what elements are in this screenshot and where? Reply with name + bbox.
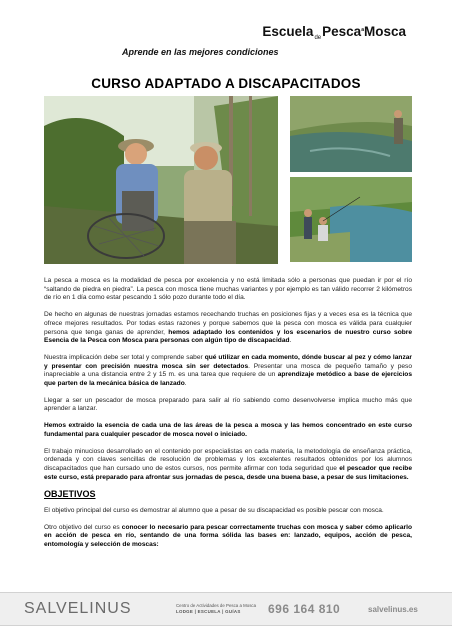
footer-brand: SALVELINUS [24,600,132,617]
tagline: Aprende en las mejores condiciones [122,47,279,57]
text-segment: . [184,380,187,388]
footer-description [176,603,256,615]
paragraph [44,354,412,389]
photo-river-angler [290,96,412,172]
footer-website-link[interactable]: salvelinus.es [368,605,418,614]
paragraph [44,524,412,550]
bold-text: hemos adaptado los contenidos y los escenarios de nuestro curso sobre Esencia de la Pesca con Mosca para personas con algún tipo de discapacidad [44,328,412,345]
bold-text: Hemos extraido la esencia de cada una de las áreas de la pesca a mosca y las hemos concentrado en este curso fundamental para cualquier pescador de mosca novel o iniciado. [44,422,412,438]
paragraph [44,507,412,516]
text-segment: El objetivo principal del curso es demostrar al alumno que a pesar de su discapacidad es posible pescar con mosca. [44,507,384,515]
bold-text: conocer lo necesario para pescar correctamente truchas con mosca y saber cómo aplicarlo en acción de pesca en río, sentando de una forma sólida las bases en: lanzado, equipos, acción de pesca, entomología y selección de moscas: [44,523,412,549]
paragraph [44,448,412,483]
text-segment: De hecho en algunas de nuestras jornadas estamos recechando truchas en posiciones fijas y a veces esa es la técnica que ofrece mejores resultados. Por todas estas razones y porque sabemos que la pesca con mosca es válida para cualquier persona que tenga ganas de aprender, [44,311,412,336]
bold-text: el pescador que recibe este curso, está preparado para afrontar sus jornadas de pesca, desde una buena base, a pesar de sus limitaciones. [44,464,412,481]
page-title: CURSO ADAPTADO A DISCAPACITADOS [91,76,361,91]
bold-text: qué utilizar en cada momento, dónde buscar al pez y cómo lanzar y presentar con precisión nuestra mosca sin ser detectados [44,353,412,370]
text-segment: Otro objetivo del curso es [44,523,122,531]
paragraph [44,311,412,346]
body-text [44,277,412,558]
footer-desc-line1: Centro de Actividades de Pesca a Mosca [176,603,257,608]
paragraph [44,277,412,303]
photo-anglers [44,96,278,264]
paragraph [44,422,412,439]
objetivos-section [44,507,412,550]
footer-phone: 696 164 810 [268,602,341,616]
objetivos-heading: OBJETIVOS [44,489,96,500]
footer-desc-line2: LODGE | ESCUELA | GUÍAS [176,609,241,614]
text-segment: La pesca a mosca es la modalidad de pesca por excelencia y no está limitada sólo a personas que puedan ir por el río “saltando de piedra en piedra”. La pesca con mosca tiene muchas variantes y por ejemplo es tan válido recorrer 2 kilómetros de río en 1 día como estar pescando 1 sólo pozo durante todo el día. [44,277,412,302]
text-segment: Nuestra implicación debe ser total y comprende saber [44,353,205,361]
text-segment: Llegar a ser un pescador de mosca preparado para salir al río sabiendo como desenvolverse implica mucho más que aprender a lanzar. [44,396,412,413]
paragraph [44,397,412,414]
photo-seated-anglers [290,177,412,262]
text-segment: El trabajo minucioso desarrollado en el contenido por especialistas en cada materia, la metodología de enseñanza práctica, ordenada y con claves sencillas de resolución de problemas y los excelentes resultados obtenidos por los alumnos discapacitados que han cursado uno de estos cursos, nos permite afirmar con toda seguridad que [44,447,412,472]
bold-text: aprendizaje metódico a base de ejercicios que parten de la mecánica básica de lanzado [44,371,412,388]
text-segment: . [289,337,292,345]
intro-section [44,277,412,482]
footer [0,592,452,626]
text-segment: . Presentar una mosca de pequeño tamaño y peso inapreciable a una distancia entre 2 y 15 m. es una tarea que requiere de un [44,362,412,379]
logo: Escuela$_{de}$Pesca$^a$Mosca [262,24,406,41]
